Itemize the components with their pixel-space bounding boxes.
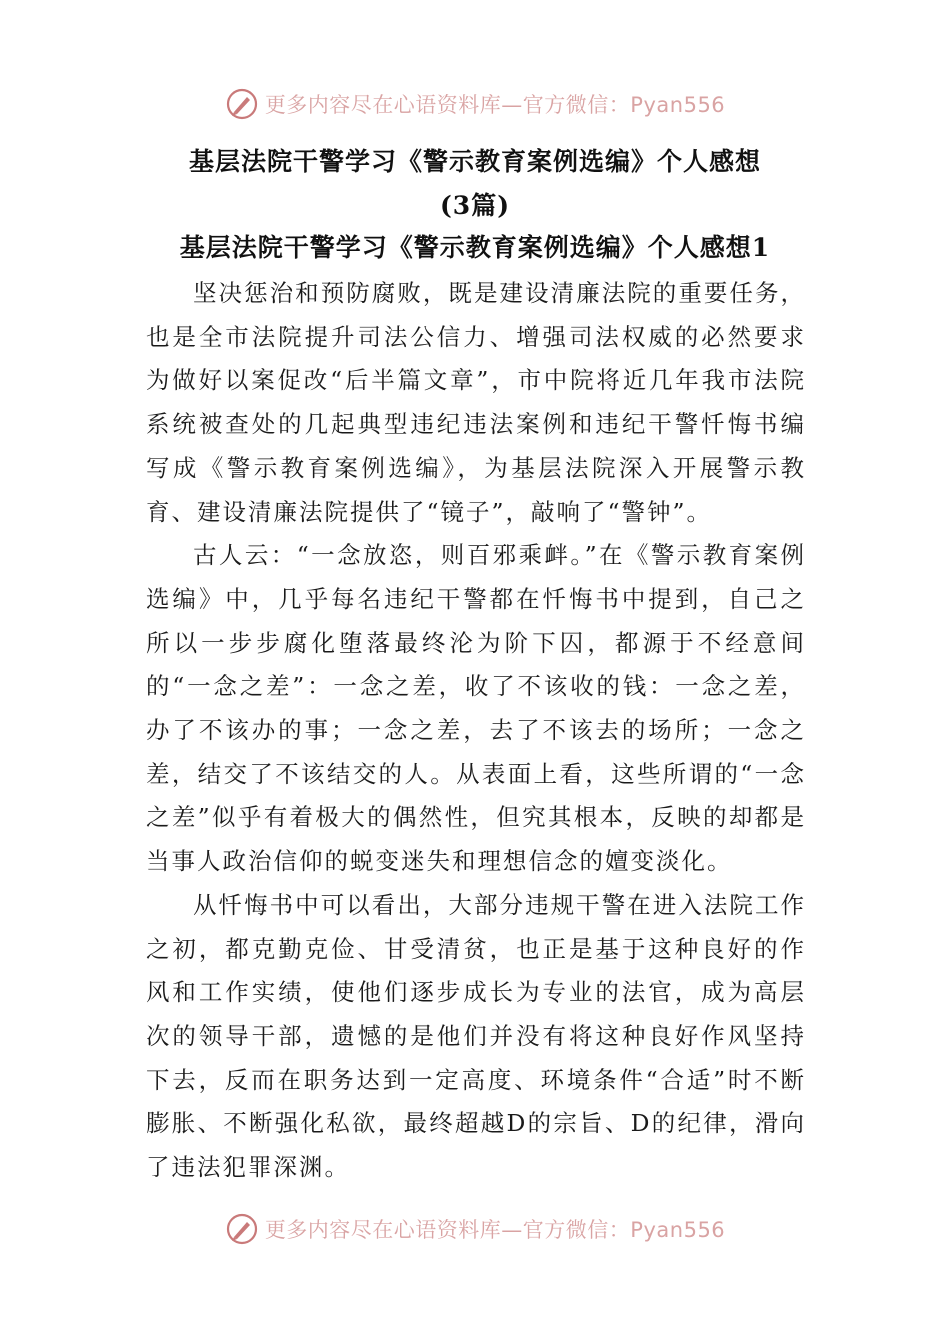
document-title: 基层法院干警学习《警示教育案例选编》个人感想 (188, 147, 761, 176)
watermark-text: 更多内容尽在心语资料库—官方微信：Pyan556 (264, 93, 726, 117)
document-title-count: (3篇) (439, 191, 511, 220)
watermark-header (0, 84, 950, 124)
pen-logo-icon (225, 87, 259, 121)
paragraph-2: 古人云：“一念放恣，则百邪乘衅。”在《警示教育案例选编》中，几乎每名违纪干警都在忏悔书中提到，自己之所以一步步腐化堕落最终沦为阶下囚，都源于不经意间的“一念之差”：一念之差，收了不该收的钱：一念之差，办了不该办的事；一念之差，去了不该去的场所；一念之差，结交了不该结交的人。从表面上看，这些所谓的“一念之差”似乎有着极大的偶然性，但究其根本，反映的却都是当事人政治信仰的蜕变迷失和理想信念的嬗变淡化。 (146, 541, 806, 876)
section-heading: 基层法院干警学习《警示教育案例选编》个人感想1 (179, 233, 771, 262)
document-body (146, 272, 806, 1190)
watermark-text: 更多内容尽在心语资料库—官方微信：Pyan556 (264, 1218, 726, 1242)
pen-logo-icon (225, 1212, 259, 1246)
paragraph-3: 从忏悔书中可以看出，大部分违规干警在进入法院工作之初，都克勤克俭、甘受清贫，也正是基于这种良好的作风和工作实绩，使他们逐步成长为专业的法官，成为高层次的领导干部，遗憾的是他们并没有将这种良好作风坚持下去，反而在职务达到一定高度、环境条件“合适”时不断膨胀、不断强化私欲，最终超越D的宗旨、D的纪律，滑向了违法犯罪深渊。 (146, 890, 806, 1182)
paragraph-1: 坚决惩治和预防腐败，既是建设清廉法院的重要任务，也是全市法院提升司法公信力、增强司法权威的必然要求为做好以案促改“后半篇文章”，市中院将近几年我市法院系统被查处的几起典型违纪违法案例和违纪干警忏悔书编写成《警示教育案例选编》，为基层法院深入开展警示教育、建设清廉法院提供了“镜子”，敲响了“警钟”。 (146, 279, 806, 526)
watermark-footer (0, 1209, 950, 1249)
